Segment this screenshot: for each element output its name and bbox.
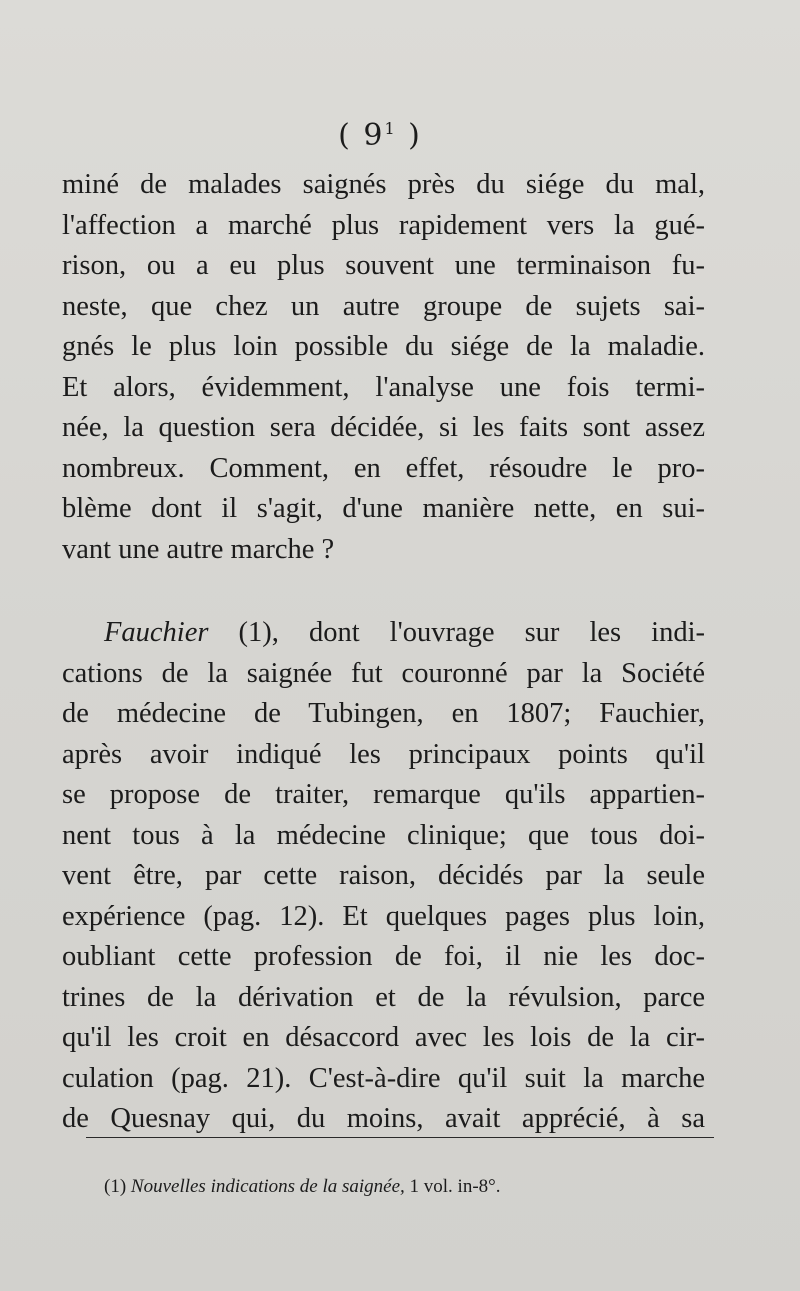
folio-sup: 1 xyxy=(384,119,397,138)
text-line: rison, ou a eu plus souvent une terminaison fu- xyxy=(62,250,705,281)
text-line: trines de la dérivation et de la révulsion, parce xyxy=(62,981,705,1013)
text-line: neste, que chez un autre groupe de sujets sai- xyxy=(62,290,705,322)
text-line: vent être, par cette raison, décidés par la seule xyxy=(62,860,705,891)
footnote-mark: (1) xyxy=(104,1176,131,1197)
text-line: nent tous à la médecine clinique; que tous doi- xyxy=(62,819,705,851)
text-line: de médecine de Tubingen, en 1807; Fauchier, xyxy=(62,698,705,729)
text-line: de Quesnay qui, du moins, avait apprécié, à sa xyxy=(62,1103,705,1134)
text-line: expérience (pag. 12). Et quelques pages plus loin, xyxy=(62,900,705,932)
folio-open: ( 9 xyxy=(338,118,385,153)
text-line: née, la question sera décidée, si les faits sont assez xyxy=(62,412,705,443)
text-line: Et alors, évidemment, l'analyse une fois termi- xyxy=(62,371,705,403)
text-line: l'affection a marché plus rapidement vers la gué- xyxy=(62,209,705,241)
text-fragment: (1), dont l'ouvrage sur les indi- xyxy=(208,617,705,648)
folio-close: ) xyxy=(396,118,422,153)
text-line: gnés le plus loin possible du siége de la maladie. xyxy=(62,331,705,362)
text-line: culation (pag. 21). C'est-à-dire qu'il suit la marche xyxy=(62,1062,705,1094)
text-line: après avoir indiqué les principaux points qu'il xyxy=(62,738,705,770)
text-line: qu'il les croit en désaccord avec les lois de la cir- xyxy=(62,1022,705,1053)
text-line: oubliant cette profession de foi, il nie les doc- xyxy=(62,941,705,972)
footnote-detail: 1 vol. in-8°. xyxy=(404,1176,501,1197)
text-line: blème dont il s'agit, d'une manière nette, en sui- xyxy=(62,493,705,524)
footnote xyxy=(104,1176,501,1198)
paragraph2-first-line xyxy=(62,613,705,654)
body-text xyxy=(62,165,705,1140)
footnote-title: Nouvelles indications de la saignée, xyxy=(130,1176,405,1197)
footnote-rule xyxy=(86,1137,714,1138)
text-line: nombreux. Comment, en effet, résoudre le pro- xyxy=(62,452,705,484)
author-name: Fauchier xyxy=(104,617,209,648)
text-line: se propose de traiter, remarque qu'ils appartien- xyxy=(62,779,705,810)
text-line: miné de malades saignés près du siége du mal, xyxy=(62,169,705,200)
page-number xyxy=(0,118,760,153)
text-line: cations de la saignée fut couronné par la Société xyxy=(62,657,705,689)
text-line: vant une autre marche ? xyxy=(62,533,335,565)
